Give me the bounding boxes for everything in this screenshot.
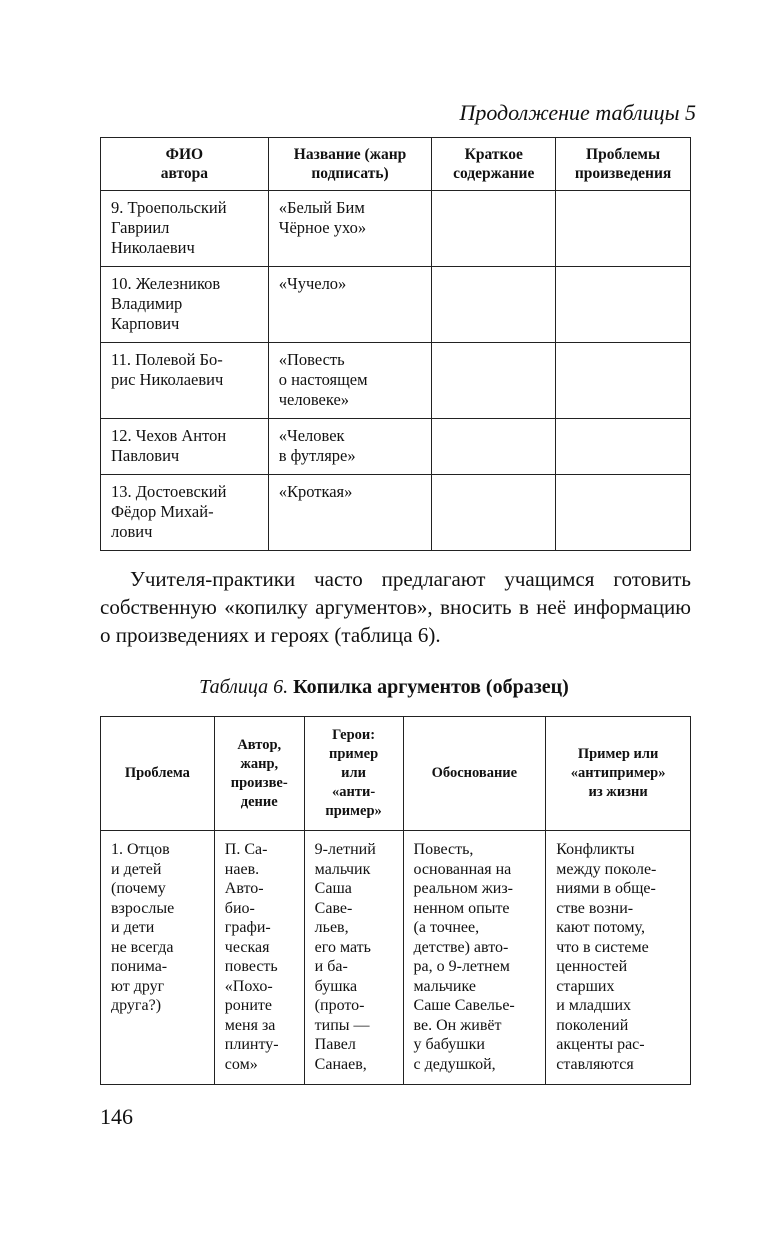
table-continuation-caption: Продолжение таблицы 5 bbox=[459, 100, 696, 125]
cell-summary bbox=[432, 419, 556, 475]
cell-title: «Чучело» bbox=[268, 267, 432, 343]
cell-title: «Кроткая» bbox=[268, 475, 432, 551]
cell-problems bbox=[556, 419, 691, 475]
table-6 bbox=[100, 716, 691, 1085]
table-row bbox=[101, 267, 691, 343]
cell-problem: 1. Отцов и детей (почему взрослые и дети не всегда понима- ют друг друга?) bbox=[101, 831, 215, 1085]
table-5 bbox=[100, 137, 691, 551]
page-number: 146 bbox=[100, 1104, 133, 1129]
cell-author: 9. Троепольский Гавриил Николаевич bbox=[101, 191, 269, 267]
table-row bbox=[101, 831, 691, 1085]
cell-summary bbox=[432, 191, 556, 267]
header-rationale: Обоснование bbox=[403, 717, 546, 831]
cell-title: «Человек в футляре» bbox=[268, 419, 432, 475]
table-row bbox=[101, 343, 691, 419]
table-6-caption bbox=[0, 676, 768, 699]
header-life-example: Пример или «антипример» из жизни bbox=[546, 717, 691, 831]
cell-summary bbox=[432, 267, 556, 343]
cell-problems bbox=[556, 343, 691, 419]
table-row bbox=[101, 419, 691, 475]
cell-work: П. Са- наев. Авто- био- графи- ческая повесть «Похо- роните меня за плинту- сом» bbox=[214, 831, 304, 1085]
header-title: Название (жанр подписать) bbox=[268, 138, 432, 191]
cell-rationale: Повесть, основанная на реальном жиз- ненном опыте (а точнее, детстве) авто- ра, о 9-летнем мальчике Саше Савелье- ве. Он живёт у бабушки с дедушкой, bbox=[403, 831, 546, 1085]
cell-author: 12. Чехов Антон Павлович bbox=[101, 419, 269, 475]
body-paragraph: Учителя-практики часто предлагают учащимся готовить собственную «копилку аргументов», вносить в неё информацию о произведениях и героях (таблица 6). bbox=[100, 567, 691, 647]
header-problem: Проблема bbox=[101, 717, 215, 831]
header-author: ФИО автора bbox=[101, 138, 269, 191]
cell-problems bbox=[556, 475, 691, 551]
table-6-label: Таблица 6. bbox=[199, 676, 289, 698]
cell-author: 13. Достоевский Фёдор Михай- лович bbox=[101, 475, 269, 551]
cell-author: 11. Полевой Бо- рис Николаевич bbox=[101, 343, 269, 419]
table-row bbox=[101, 475, 691, 551]
header-summary: Краткое содержание bbox=[432, 138, 556, 191]
cell-heroes: 9-летний мальчик Саша Саве- льев, его мать и ба- бушка (прото- типы — Павел Санаев, bbox=[304, 831, 403, 1085]
header-work: Автор, жанр, произве- дение bbox=[214, 717, 304, 831]
cell-problems bbox=[556, 191, 691, 267]
cell-summary bbox=[432, 343, 556, 419]
header-problems: Проблемы произведения bbox=[556, 138, 691, 191]
table-row bbox=[101, 191, 691, 267]
table-header-row bbox=[101, 717, 691, 831]
cell-life-example: Конфликты между поколе- ниями в обще- стве возни- кают потому, что в системе ценностей старших и младших поколений акценты рас- ставляются bbox=[546, 831, 691, 1085]
cell-author: 10. Железников Владимир Карпович bbox=[101, 267, 269, 343]
cell-problems bbox=[556, 267, 691, 343]
header-heroes: Герои: пример или «анти- пример» bbox=[304, 717, 403, 831]
cell-summary bbox=[432, 475, 556, 551]
table-6-title: Копилка аргументов (образец) bbox=[293, 676, 569, 698]
table-header-row bbox=[101, 138, 691, 191]
cell-title: «Повесть о настоящем человеке» bbox=[268, 343, 432, 419]
cell-title: «Белый Бим Чёрное ухо» bbox=[268, 191, 432, 267]
